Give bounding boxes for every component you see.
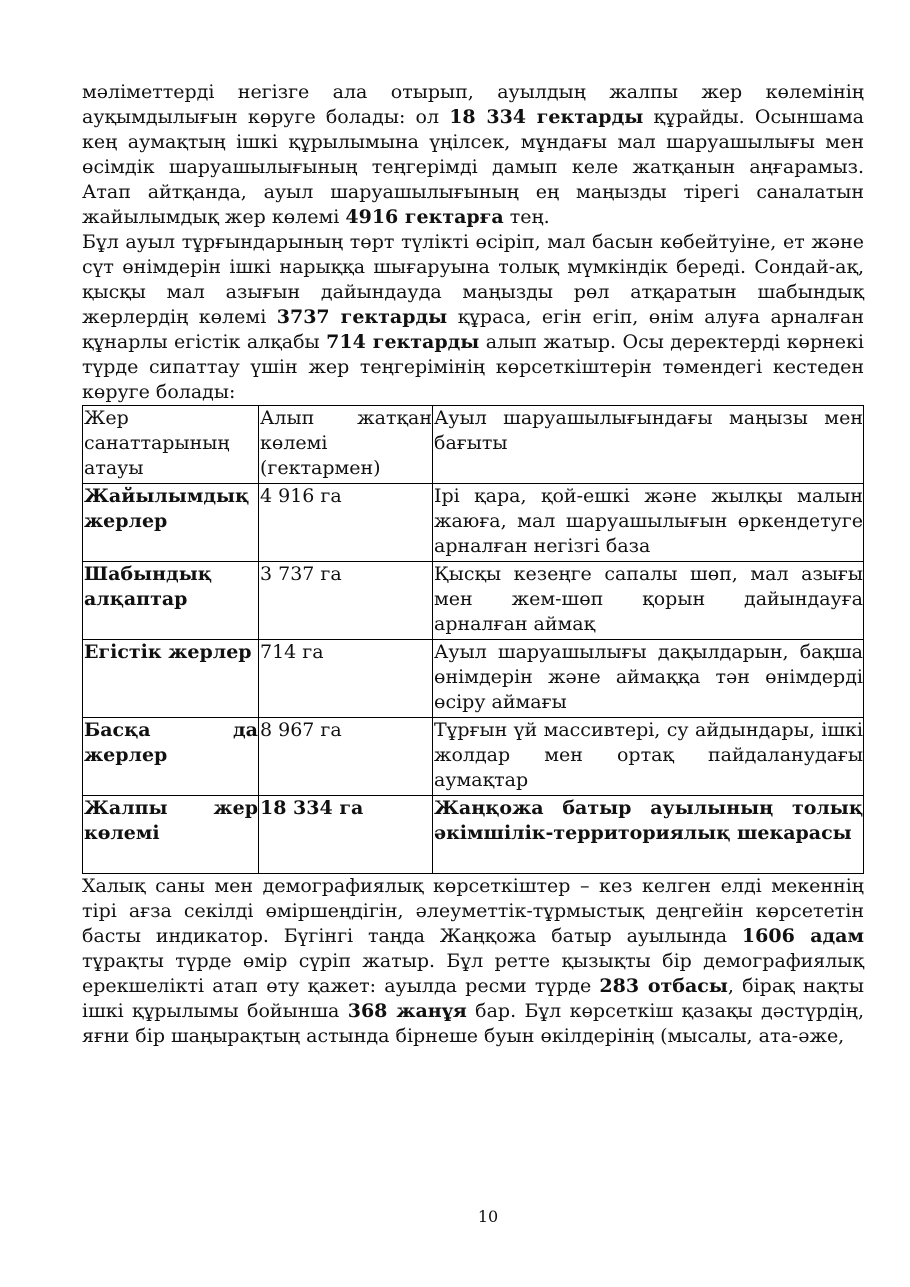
total-area-value: 18 334 га	[260, 797, 364, 819]
row-category	[83, 562, 259, 640]
category-name: Егістік жерлер	[84, 641, 252, 663]
row-area: 714 га	[259, 640, 433, 718]
row-purpose: Тұрғын үй массивтері, су айдындары, ішкі жолдар мен ортақ пайдаланудағы аумақтар	[433, 718, 864, 796]
category-name: Басқа да жерлер	[84, 719, 258, 766]
text-run: құраса, егін егіп, өнім алуға арналған құнарлы егістік алқабы	[82, 306, 864, 353]
row-area: 3 737 га	[259, 562, 433, 640]
text-run: Халық саны мен демографиялық көрсеткіштер – кез келген елді мекеннің тірі ағза секілді өміршеңдігін, әлеуметтік-тұрмыстық деңгейін көрсететін басты индикатор. Бүгінгі таңда Жаңқожа батыр ауылында	[82, 875, 864, 947]
row-category	[83, 640, 259, 718]
header-purpose: Ауыл шаруашылығындағы маңызы мен бағыты	[433, 406, 864, 484]
text-run: , бірақ нақты ішкі құрылымы бойынша	[82, 975, 864, 1022]
table-row	[83, 640, 864, 718]
total-area	[259, 796, 433, 874]
bold-value: 3737 гектарды	[276, 306, 448, 328]
row-category	[83, 484, 259, 562]
text-run: құрайды. Осыншама кең аумақтың ішкі құрылымына үңілсек, мұндағы мал шаруашылығы мен өсімдік шаруашылығының теңгерімді дамып келе жатқанын аңғарамыз. Атап айтқанда, ауыл шаруашылығының ең маңызды тірегі саналатын жайылымдық жер көлемі	[82, 106, 864, 228]
text-run: тұрақты түрде өмір сүріп жатыр. Бұл ретте қызықты бір демографиялық ерекшелікті атап өту қажет: ауылда ресми түрде	[82, 950, 864, 997]
text-run: мәліметтерді негізге ала отырып, ауылдың жалпы жер көлемінің ауқымдылығын көруге болады: ол	[82, 81, 864, 128]
total-purpose-text: Жаңқожа батыр ауылының толық әкімшілік-территориялық шекарасы	[434, 797, 863, 844]
land-balance-table	[82, 405, 864, 874]
bold-value: 1606 адам	[741, 925, 864, 947]
bold-value: 4916 гектарға	[345, 206, 504, 228]
table-row	[83, 562, 864, 640]
row-purpose: Ауыл шаруашылығы дақылдарын, бақша өнімдерін және аймаққа тән өнімдерді өсіру аймағы	[433, 640, 864, 718]
text-run: бар. Бұл көрсеткіш қазақы дәстүрдің, яғни бір шаңырақтың астында бірнеше буын өкілдерінің (мысалы, ата-әже,	[82, 1000, 864, 1047]
text-run: тең.	[503, 206, 550, 228]
row-area: 8 967 га	[259, 718, 433, 796]
row-category	[83, 718, 259, 796]
page-number: 10	[477, 1208, 499, 1226]
header-category: Жер санаттарының атауы	[83, 406, 259, 484]
table-row	[83, 718, 864, 796]
row-purpose: Ірі қара, қой-ешкі және жылқы малын жаюға, мал шаруашылығын өркендетуге арналған негізгі база	[433, 484, 864, 562]
paragraph-land-use	[82, 230, 864, 405]
text-run: Бұл ауыл тұрғындарының төрт түлікті өсіріп, мал басын көбейтуіне, ет және сүт өнімдерін ішкі нарыққа шығаруына толық мүмкіндік береді. Сондай-ақ, қысқы мал азығын дайындауда маңызды рөл атқаратын шабындық жерлердің көлемі	[82, 231, 864, 328]
total-purpose	[433, 796, 864, 874]
bold-value: 283 отбасы	[599, 975, 728, 997]
table-total-row	[83, 796, 864, 874]
table-row	[83, 484, 864, 562]
header-area: Алып жатқан көлемі (гектармен)	[259, 406, 433, 484]
category-name: Шабындық алқаптар	[84, 563, 212, 610]
total-name: Жалпы жер көлемі	[84, 797, 258, 844]
row-purpose: Қысқы кезеңге сапалы шөп, мал азығы мен жем-шөп қорын дайындауға арналған аймақ	[433, 562, 864, 640]
bold-value: 18 334 гектарды	[449, 106, 644, 128]
text-run: алып жатыр. Осы деректерді көрнекі түрде сипаттау үшін жер теңгерімінің көрсеткіштерін төмендегі кестеден көруге болады:	[82, 331, 864, 403]
bold-value: 714 гектарды	[326, 331, 480, 353]
table-header-row	[83, 406, 864, 484]
paragraph-demography	[82, 874, 864, 1049]
bold-value: 368 жанұя	[347, 1000, 467, 1022]
category-name: Жайылымдық жерлер	[84, 485, 250, 532]
row-area: 4 916 га	[259, 484, 433, 562]
document-page	[82, 80, 864, 1049]
total-category	[83, 796, 259, 874]
paragraph-land-area	[82, 80, 864, 230]
